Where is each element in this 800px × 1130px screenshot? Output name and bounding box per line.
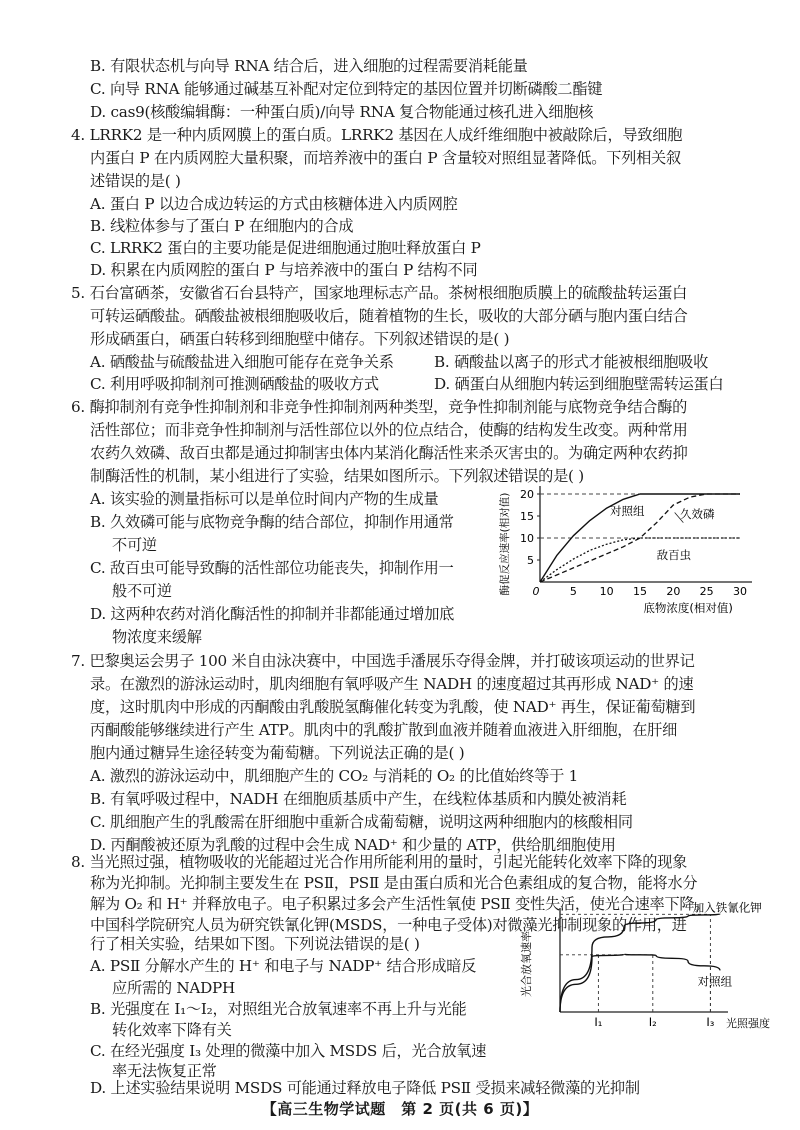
series-line-0 (560, 914, 720, 1012)
q4-option-b: B. 线粒体参与了蛋白 P 在细胞内的合成 (90, 217, 354, 235)
q7-option-c: C. 肌细胞产生的乳酸需在肝细胞中重新合成葡萄糖，说明这两种细胞内的核酸相同 (90, 813, 633, 831)
x-tick-label: 20 (666, 585, 681, 598)
series-label-dibaichong: 敌百虫 (656, 548, 692, 563)
q8-stem-line-2: 称为光抑制。光抑制主要发生在 PSⅡ，PSⅡ 是由蛋白质和光合色素组成的复合物，能将水分 (90, 874, 698, 892)
series-label-msds: 加入铁氰化钾 (692, 900, 762, 915)
q8-stem-line-3: 解为 O₂ 和 H⁺ 并释放电子。电子积累过多会产生活性氧使 PSⅡ 变性失活，使光合速率下降。 (90, 895, 710, 913)
q6-option-a: A. 该实验的测量指标可以是单位时间内产物的生成量 (90, 490, 439, 508)
x-axis-title: 底物浓度(相对值) (643, 601, 733, 615)
y-axis-title: 光合放氧速率 (520, 931, 533, 997)
q7-option-a: A. 激烈的游泳运动中，肌细胞产生的 CO₂ 与消耗的 O₂ 的比值始终等于 1 (90, 767, 578, 785)
q5-option-a: A. 硒酸盐与硫酸盐进入细胞可能存在竞争关系 (90, 353, 394, 371)
x-tick-label: I₁ (594, 1015, 603, 1029)
q7-stem-line-4: 丙酮酸能够继续进行产生 ATP。肌肉中的乳酸扩散到血液并随着血液进入肝细胞，在肝细 (90, 721, 678, 739)
q6-option-c-line-1: C. 敌百虫可能导致酶的活性部位功能丧失，抑制作用一 (90, 559, 454, 577)
y-tick-label: 5 (527, 554, 534, 567)
q4-stem-line-1: 4. LRRK2 是一种内质网膜上的蛋白质。LRRK2 基因在人成纤维细胞中被敲除后，导致细胞 (71, 126, 683, 144)
series-label-control: 对照组 (697, 974, 733, 989)
x-tick-label: 15 (633, 585, 647, 598)
q8-option-a-line-2: 应所需的 NADPH (112, 979, 235, 997)
q6-stem-line-1: 6. 酶抑制剂有竞争性抑制剂和非竞争性抑制剂两种类型，竞争性抑制剂能与底物竞争结合酶的 (71, 398, 688, 416)
q4-option-a: A. 蛋白 P 以边合成边转运的方式由核糖体进入内质网腔 (90, 195, 458, 213)
q6-stem-line-3: 农药久效磷、敌百虫都是通过抑制害虫体内某消化酶活性来杀灭害虫的。为确定两种农药抑 (90, 444, 688, 462)
q8-option-a-line-1: A. PSⅡ 分解水产生的 H⁺ 和电子与 NADP⁺ 结合形成暗反 (90, 957, 477, 975)
q7-option-d: D. 丙酮酸被还原为乳酸的过程中会生成 NAD⁺ 和少量的 ATP，供给肌细胞使用 (90, 836, 616, 854)
x-tick-label: 30 (733, 585, 747, 598)
series-line-1 (560, 954, 720, 1012)
q3-option-d: D. cas9(核酸编辑酶：一种蛋白质)/向导 RNA 复合物能通过核孔进入细胞核 (90, 103, 594, 121)
y-axis-title: 酶促反应速率(相对值) (499, 492, 511, 596)
q5-stem-line-2: 可转运硒酸盐。硒酸盐被根细胞吸收后，随着植物的生长，吸收的大部分硒与胞内蛋白结合 (90, 307, 688, 325)
q8-option-b-line-2: 转化效率下降有关 (112, 1021, 232, 1039)
q7-stem-line-5: 胞内通过糖异生途径转变为葡萄糖。下列说法正确的是( ) (90, 744, 465, 762)
x-tick-label: 25 (699, 585, 714, 598)
q8-stem-line-1: 8. 当光照过强，植物吸收的光能超过光合作用所能利用的量时，引起光能转化效率下降的现象 (71, 853, 688, 871)
q5-stem-line-3: 形成硒蛋白，硒蛋白转移到细胞壁中储存。下列叙述错误的是( ) (90, 330, 510, 348)
q6-stem-line-4: 制酶活性的机制，某小组进行了实验，结果如图所示。下列叙述错误的是( ) (90, 467, 584, 485)
q6-option-d-line-1: D. 这两种农药对消化酶活性的抑制并非都能通过增加底 (90, 605, 455, 623)
x-tick-label: 10 (599, 585, 614, 598)
q8-option-d: D. 上述实验结果说明 MSDS 可能通过释放电子降低 PSⅡ 受损来减轻微藻的光抑制 (90, 1079, 640, 1097)
y-tick-label: 15 (520, 510, 534, 523)
q6-option-b-line-1: B. 久效磷可能与底物竞争酶的结合部位，抑制作用通常 (90, 513, 454, 531)
q4-stem-line-3: 述错误的是( ) (90, 172, 181, 190)
q4-option-c: C. LRRK2 蛋白的主要功能是促进细胞通过胞吐释放蛋白 P (90, 239, 481, 257)
q8-option-c-line-1: C. 在经光强度 I₃ 处理的微藻中加入 MSDS 后，光合放氧速 (90, 1042, 487, 1060)
y-tick-label: 10 (520, 532, 534, 545)
q6-stem-line-2: 活性部位；而非竞争性抑制剂与活性部位以外的位点结合，使酶的结构发生改变。两种常用 (90, 421, 688, 439)
x-tick-label: 0 (532, 585, 540, 598)
q4-option-d: D. 积累在内质网腔的蛋白 P 与培养液中的蛋白 P 结构不同 (90, 261, 478, 279)
q4-stem-line-2: 内蛋白 P 在内质网腔大量积聚，而培养液中的蛋白 P 含量较对照组显著降低。下列相关叙 (90, 149, 681, 167)
x-tick-label: I₃ (706, 1015, 715, 1029)
q8-stem-line-5: 行了相关实验，结果如下图。下列说法错误的是( ) (90, 935, 420, 953)
q8-stem-line-4: 中国科学院研究人员为研究铁氰化钾(MSDS，一种电子受体)对微藻光抑制现象的作用，进 (90, 916, 687, 934)
page-footer: 【高三生物学试题 第 2 页(共 6 页)】 (261, 1100, 539, 1118)
q8-option-b-line-1: B. 光强度在 I₁～I₂，对照组光合放氧速率不再上升与光能 (90, 1000, 467, 1018)
q6-option-c-line-2: 般不可逆 (112, 582, 172, 600)
q5-option-d: D. 硒蛋白从细胞内转运到细胞壁需转运蛋白 (434, 375, 724, 393)
x-tick-label: 5 (569, 585, 577, 598)
y-tick-label: 20 (520, 488, 534, 501)
series-label-jiuxiaolin: 久效磷 (680, 507, 715, 522)
q3-option-b: B. 有限状态机与向导 RNA 结合后，进入细胞的过程需要消耗能量 (90, 57, 528, 75)
q7-stem-line-1: 7. 巴黎奥运会男子 100 米自由泳决赛中，中国选手潘展乐夺得金牌，并打破该项运动的世界记 (71, 652, 695, 670)
q8-option-c-line-2: 率无法恢复正常 (112, 1062, 217, 1080)
x-tick-label: I₂ (648, 1015, 657, 1029)
enzyme-rate-chart (496, 484, 762, 624)
x-axis-title: 光照强度 (726, 1017, 770, 1030)
q6-option-b-line-2: 不可逆 (112, 536, 157, 554)
q5-option-c: C. 利用呼吸抑制剂可推测硒酸盐的吸收方式 (90, 375, 379, 393)
q3-option-c: C. 向导 RNA 能够通过碱基互补配对定位到特定的基因位置并切断磷酸二酯键 (90, 80, 603, 98)
photosynthesis-chart (510, 900, 770, 1030)
q6-option-d-line-2: 物浓度来缓解 (112, 628, 202, 646)
q7-stem-line-3: 度，这时肌肉中形成的丙酮酸由乳酸脱氢酶催化转变为乳酸，使 NAD⁺ 再生，保证葡萄糖到 (90, 698, 696, 716)
q5-option-b: B. 硒酸盐以离子的形式才能被根细胞吸收 (434, 353, 709, 371)
q7-option-b: B. 有氧呼吸过程中，NADH 在细胞质基质中产生，在线粒体基质和内膜处被消耗 (90, 790, 627, 808)
series-label-control: 对照组 (610, 504, 645, 519)
series-line-2 (540, 538, 740, 582)
q7-stem-line-2: 录。在激烈的游泳运动时，肌肉细胞有氧呼吸产生 NADH 的速度超过其再形成 NAD⁺ 的速 (90, 675, 694, 693)
q5-stem-line-1: 5. 石台富硒茶，安徽省石台县特产，国家地理标志产品。茶树根细胞质膜上的硫酸盐转运蛋白 (71, 284, 688, 302)
